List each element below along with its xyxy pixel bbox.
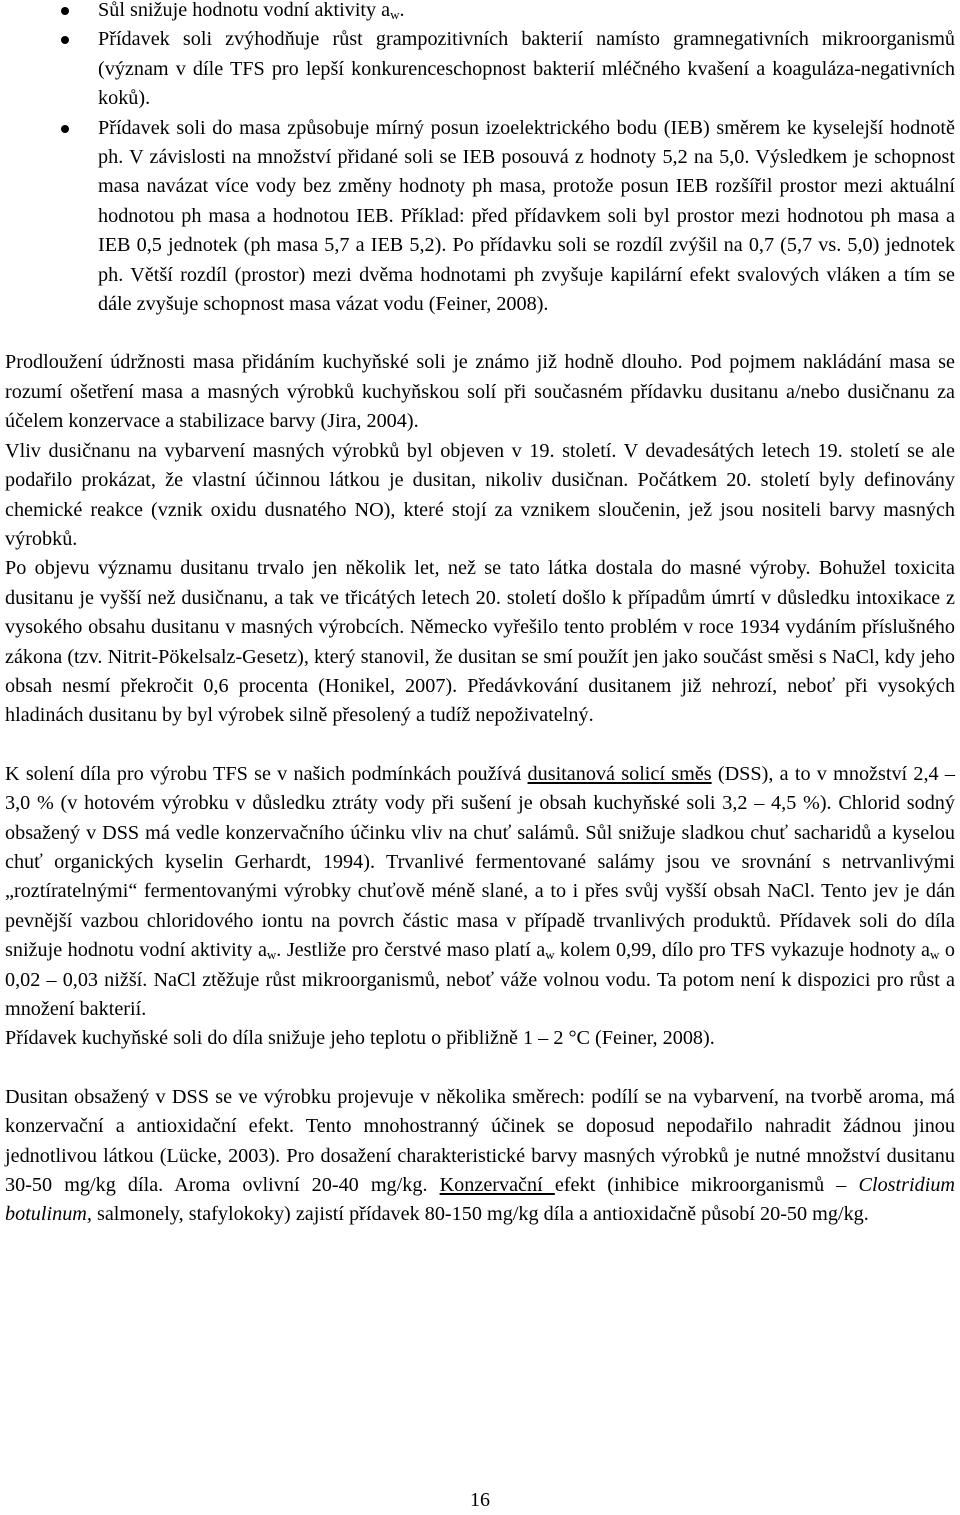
italic-species-name: Clostridium botulinum,	[5, 1174, 955, 1226]
text-run: . Jestliže pro čerstvé maso platí a	[276, 939, 546, 962]
text-run: (DSS), a to v množství 2,4 – 3,0 % (v hotovém výrobku v důsledku ztráty vody při sušení je obsah kuchyňské soli 3,2 – 4,5 %). Chlorid sodný obsažený v DSS má vedle konzervačního účinku vliv na chuť salámů. Sůl snižuje sladkou chuť sacharidů a kyselou chuť organických kyselin Gerhardt, 1994). Trvanlivé fermentované salámy jsou ve srovnání s netrvanlivými „roztíratelnými“ fermentovanými výrobky chuťově méně slané, a to i přes svůj vyšší obsah NaCl. Tento jev je dán pevnější vazbou chloridového iontu na povrch částic masa v případě trvanlivých produktů. Přídavek soli do díla snižuje hodnotu vodní aktivity a	[5, 762, 955, 962]
text-run: Dusitan obsažený v DSS se ve výrobku projevuje v několika směrech: podílí se na vybarvení, na tvorbě aroma, má konzervační a antioxidační efekt. Tento mnohostranný účinek se doposud nepodařilo nahradit žádnou jinou jednotlivou látkou (Lücke, 2003). Pro dosažení charakteristické barvy masných výrobků je nutné množství dusitanu 30-50 mg/kg díla. Aroma ovlivní 20-40 mg/kg.	[5, 1085, 955, 1197]
bullet-text: .	[399, 0, 405, 21]
text-run: efekt (inhibice mikroorganismů –	[554, 1174, 859, 1197]
text-run: K solení díla pro výrobu TFS se v našich podmínkách používá	[5, 762, 528, 785]
bullet-list	[0, 0, 960, 319]
subscript: w	[266, 947, 277, 963]
underlined-term: dusitanová solicí směs	[527, 762, 712, 785]
spacer	[0, 731, 960, 760]
bullet-item	[0, 25, 960, 113]
text-run: kolem 0,99, dílo pro TFS vykazuje hodnoty a	[554, 939, 931, 962]
bullet-text: Přídavek soli zvýhodňuje růst grampozitivních bakterií namísto gramnegativních mikroorganismů (význam v díle TFS pro lepší konkurenceschopnost bakterií mléčného kvašení a koaguláza-negativních koků).	[98, 28, 955, 110]
subscript: w	[390, 7, 400, 22]
bullet-text: Sůl snižuje hodnotu vodní aktivity a	[98, 0, 391, 21]
spacer	[0, 319, 960, 348]
bullet-item	[0, 0, 960, 25]
paragraph: Vliv dusičnanu na vybarvení masných výrobků byl objeven v 19. století. V devadesátých letech 19. století se ale podařilo prokázat, že vlastní účinnou látkou je dusitan, nikoliv dusičnan. Počátkem 20. století byly definovány chemické reakce (vznik oxidu dusnatého NO), které stojí za vznikem sloučenin, jež jsou nositeli barvy masných výrobků.	[5, 439, 955, 550]
bullet-text: Přídavek soli do masa způsobuje mírný posun izoelektrického bodu (IEB) směrem ke kyselejší hodnotě ph. V závislosti na množství přidané soli se IEB posouvá z hodnoty 5,2 na 5,0. Výsledkem je schopnost masa navázat více vody bez změny hodnoty ph masa, protože posun IEB rozšířil prostor mezi aktuální hodnotou ph masa a hodnotou IEB. Příklad: před přídavkem soli byl prostor mezi hodnotou ph masa a IEB 0,5 jednotek (ph masa 5,7 a IEB 5,2). Po přídavku soli se rozdíl zvýšil na 0,7 (5,7 vs. 5,0) jednotek ph. Větší rozdíl (prostor) mezi dvěma hodnotami ph zvyšuje kapilární efekt svalových vláken a tím se dále zvyšuje schopnost masa vázat vodu (Feiner, 2008).	[98, 116, 955, 316]
underlined-term: Konzervační	[439, 1174, 555, 1197]
page-number: 16	[470, 1489, 490, 1511]
subscript: w	[930, 947, 940, 963]
text-run: o 0,02 – 0,03 nižší. NaCl ztěžuje růst mikroorganismů, neboť váže volnou vodu. Ta potom není k dispozici pro růst a množení bakterií.	[5, 939, 955, 1020]
spacer	[0, 1054, 960, 1083]
paragraph: Přídavek kuchyňské soli do díla snižuje jeho teplotu o přibližně 1 – 2 °C (Feiner, 2008).	[5, 1027, 715, 1050]
paragraph	[0, 760, 960, 1025]
bullet-item	[0, 114, 960, 320]
paragraph: Prodloužení údržnosti masa přidáním kuchyňské soli je známo již hodně dlouho. Pod pojmem nakládání masa se rozumí ošetření masa a masných výrobků kuchyňskou solí při současném přídavku dusitanu a/nebo dusičnanu za účelem konzervace a stabilizace barvy (Jira, 2004).	[5, 351, 955, 433]
paragraph: Po objevu významu dusitanu trvalo jen několik let, než se tato látka dostala do masné výroby. Bohužel toxicita dusitanu je vyšší než dusičnanu, a tak ve třicátých letech 20. století došlo k případům úmrtí v důsledku intoxikace z vysokého obsahu dusitanu v masných výrobcích. Německo vyřešilo tento problém v roce 1934 vydáním příslušného zákona (tzv. Nitrit-Pökelsalz-Gesetz), který stanovil, že dusitan se smí použít jen jako součást směsi s NaCl, kdy jeho obsah nesmí překročit 0,6 procenta (Honikel, 2007). Předávkování dusitanem již nehrozí, neboť při vysokých hladinách dusitanu by byl výrobek silně přesolený a tudíž nepoživatelný.	[5, 557, 955, 727]
paragraph	[0, 1083, 960, 1230]
subscript: w	[545, 947, 555, 963]
text-run: salmonely, stafylokoky) zajistí přídavek 80-150 mg/kg díla a antioxidačně působí 20-50 mg/kg.	[91, 1203, 869, 1226]
